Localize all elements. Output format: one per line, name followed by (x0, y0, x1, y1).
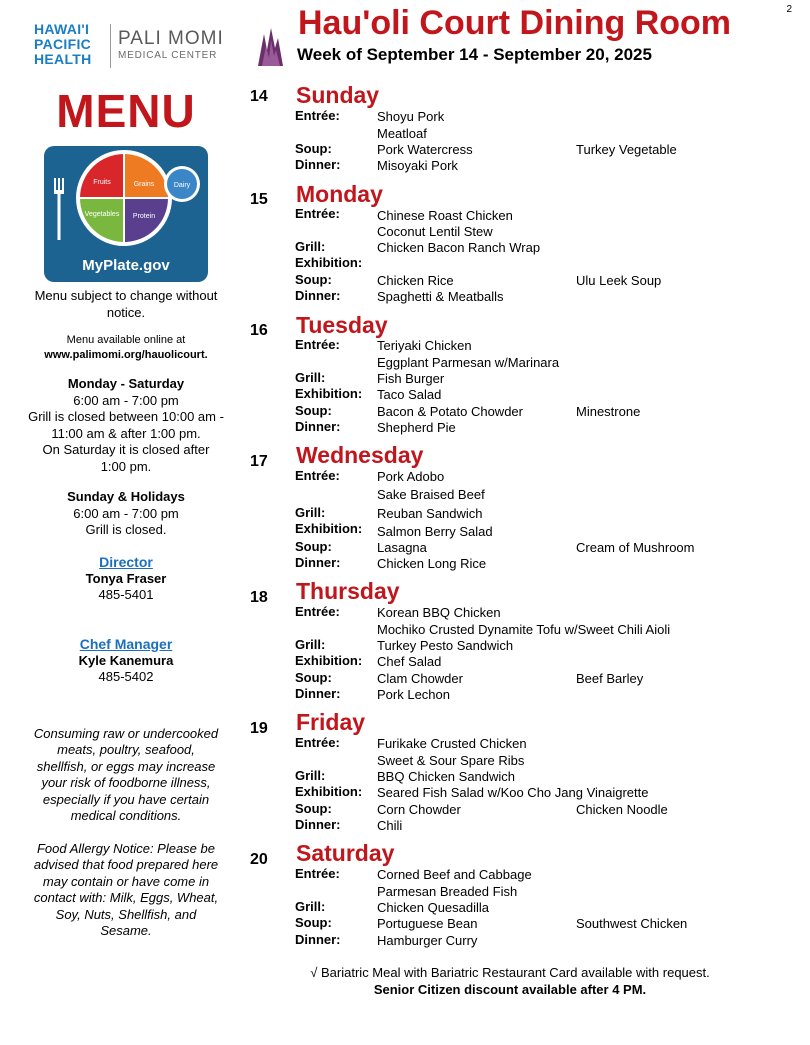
vegetables-label: Vegetables (84, 211, 120, 218)
grill-label: Grill: (295, 505, 326, 520)
grill-label: Grill: (295, 899, 326, 914)
fruits-label: Fruits (93, 179, 111, 186)
dinner-label: Dinner: (295, 555, 341, 570)
food-allergy-notice: Food Allergy Notice: Please be advised that food prepared here may contain or have come in contact with: Milk, Eggs, Wheat, Soy, Nuts, Shellfish, and Sesame. (33, 840, 219, 938)
entree-item: Corned Beef and Cabbage (377, 867, 532, 882)
dinner-label: Dinner: (295, 932, 341, 947)
entree-label: Entrée: (295, 604, 340, 619)
entree-item: Sweet & Sour Spare Ribs (377, 753, 525, 768)
page-number: 2 (786, 4, 792, 15)
entree-item: Sake Braised Beef (377, 487, 485, 502)
soup-label: Soup: (295, 272, 332, 287)
grill-item: Chicken Bacon Ranch Wrap (377, 240, 541, 255)
soup-item: Chicken Rice (377, 273, 454, 288)
grill-label: Grill: (295, 239, 326, 254)
day-number: 16 (250, 322, 268, 339)
dinner-label: Dinner: (295, 817, 341, 832)
pali-momi-mountain-icon (256, 24, 284, 68)
entree-item: Shoyu Pork (377, 109, 445, 124)
dinner-item: Chili (377, 818, 403, 833)
day-number: 14 (250, 88, 268, 105)
entree-label: Entrée: (295, 206, 340, 221)
pali-momi-wordmark: PALI MOMI (118, 28, 224, 49)
day-number: 19 (250, 720, 268, 737)
exhibition-label: Exhibition: (295, 521, 363, 536)
dinner-label: Dinner: (295, 157, 341, 172)
menu-heading: MENU (56, 85, 196, 137)
day-number: 17 (250, 453, 268, 470)
day-number: 18 (250, 589, 268, 606)
day-name: Monday (296, 181, 383, 207)
entree-label: Entrée: (295, 337, 340, 352)
grill-label: Grill: (295, 637, 326, 652)
entree-item: Chinese Roast Chicken (377, 208, 513, 223)
entree-item: Parmesan Breaded Fish (377, 884, 518, 899)
day-name: Wednesday (296, 442, 424, 468)
soup-item: Portuguese Bean (377, 916, 478, 931)
hawaii-pacific-health-wordmark: HAWAI'I PACIFIC HEALTH (34, 21, 92, 67)
soup-label: Soup: (295, 915, 332, 930)
entree-item: Korean BBQ Chicken (377, 605, 501, 620)
dairy-label: Dairy (173, 182, 191, 189)
dinner-item: Chicken Long Rice (377, 556, 487, 571)
entree-label: Entrée: (295, 866, 340, 881)
soup-item: Lasagna (377, 540, 427, 555)
exhibition-label: Exhibition: (295, 255, 363, 270)
dinner-item: Misoyaki Pork (377, 158, 458, 173)
menu-change-note: Menu subject to change without notice. (34, 288, 218, 320)
soup-label: Soup: (295, 141, 332, 156)
grill-item: Turkey Pesto Sandwich (377, 638, 514, 653)
chef-manager-link[interactable]: Chef Manager (79, 635, 173, 652)
entree-label: Entrée: (295, 735, 340, 750)
soup-label: Soup: (295, 539, 332, 554)
grains-label: Grains (133, 181, 155, 188)
grill-item: Reuban Sandwich (377, 506, 483, 521)
entree-label: Entrée: (295, 108, 340, 123)
dinner-item: Shepherd Pie (377, 420, 456, 435)
day-name: Saturday (296, 840, 395, 866)
entree-item: Pork Adobo (377, 469, 445, 484)
soup-alt-item: Southwest Chicken (576, 916, 688, 931)
soup-alt-item: Cream of Mushroom (576, 540, 695, 555)
page-title: Hau'oli Court Dining Room (298, 4, 732, 42)
exhibition-label: Exhibition: (295, 784, 363, 799)
sunday-hours: Sunday & Holidays 6:00 am - 7:00 pm Grill is closed. (67, 489, 185, 537)
week-range: Week of September 14 - September 20, 2025 (297, 45, 652, 64)
day-name: Thursday (296, 578, 400, 604)
day-number: 15 (250, 191, 268, 208)
soup-label: Soup: (295, 670, 332, 685)
menu-url[interactable]: www.palimomi.org/hauolicourt. (44, 348, 208, 361)
day-number: 20 (250, 851, 268, 868)
chef-contact: Chef Manager Kyle Kanemura 485-5402 (22, 635, 230, 686)
soup-item: Corn Chowder (377, 802, 461, 817)
dinner-label: Dinner: (295, 288, 341, 303)
soup-label: Soup: (295, 403, 332, 418)
dinner-item: Spaghetti & Meatballs (377, 289, 504, 304)
entree-item: Coconut Lentil Stew (377, 224, 493, 239)
bariatric-note: √ Bariatric Meal with Bariatric Restaurant Card available with request. (310, 965, 710, 980)
myplate-graphic (44, 146, 208, 282)
day-name: Tuesday (296, 312, 388, 338)
entree-item: Mochiko Crusted Dynamite Tofu w/Sweet Chili Aioli (377, 622, 671, 637)
exhibition-item: Taco Salad (377, 387, 442, 402)
soup-item: Bacon & Potato Chowder (377, 404, 523, 419)
grill-item: Chicken Quesadilla (377, 900, 490, 915)
myplate-label: MyPlate.gov (82, 257, 170, 274)
exhibition-item: Chef Salad (377, 654, 442, 669)
director-link[interactable]: Director (99, 553, 153, 570)
dinner-label: Dinner: (295, 419, 341, 434)
grill-label: Grill: (295, 370, 326, 385)
senior-discount-note: Senior Citizen discount available after 4 PM. (373, 982, 647, 997)
grill-label: Grill: (295, 768, 326, 783)
grill-item: BBQ Chicken Sandwich (377, 769, 516, 784)
soup-alt-item: Chicken Noodle (576, 802, 668, 817)
exhibition-label: Exhibition: (295, 653, 363, 668)
dinner-item: Pork Lechon (377, 687, 450, 702)
soup-alt-item: Ulu Leek Soup (576, 273, 662, 288)
entree-label: Entrée: (295, 468, 340, 483)
weekday-hours: Monday - Saturday 6:00 am - 7:00 pm Grill is closed between 10:00 am - 11:00 am & after 1:00 pm. On Saturday it is closed after 1:00 pm. (28, 376, 224, 474)
protein-label: Protein (132, 213, 156, 220)
soup-alt-item: Minestrone (576, 404, 641, 419)
online-menu-note: Menu available online at www.palimomi.org/hauolicourt. (22, 333, 230, 362)
logo-divider (110, 24, 111, 68)
info-sidebar (22, 84, 230, 940)
soup-alt-item: Beef Barley (576, 671, 644, 686)
soup-alt-item: Turkey Vegetable (576, 142, 677, 157)
grill-item: Fish Burger (377, 371, 445, 386)
entree-item: Teriyaki Chicken (377, 338, 472, 353)
exhibition-item: Seared Fish Salad w/Koo Cho Jang Vinaigrette (377, 785, 649, 800)
soup-item: Pork Watercress (377, 142, 473, 157)
exhibition-item: Salmon Berry Salad (377, 524, 493, 539)
hospital-logo (34, 22, 284, 72)
entree-item: Furikake Crusted Chicken (377, 736, 527, 751)
entree-item: Eggplant Parmesan w/Marinara (377, 355, 560, 370)
entree-item: Meatloaf (377, 126, 427, 141)
food-safety-warning: Consuming raw or undercooked meats, poultry, seafood, shellfish, or eggs may increase your risk of foodborne illness, especially if you have certain medical conditions. (33, 725, 219, 823)
exhibition-label: Exhibition: (295, 386, 363, 401)
day-name: Friday (296, 709, 366, 735)
medical-center-wordmark: MEDICAL CENTER (118, 50, 218, 61)
dinner-label: Dinner: (295, 686, 341, 701)
soup-item: Clam Chowder (377, 671, 463, 686)
dinner-item: Hamburger Curry (377, 933, 478, 948)
director-contact: Director Tonya Fraser 485-5401 (22, 553, 230, 604)
soup-label: Soup: (295, 801, 332, 816)
day-name: Sunday (296, 82, 380, 108)
